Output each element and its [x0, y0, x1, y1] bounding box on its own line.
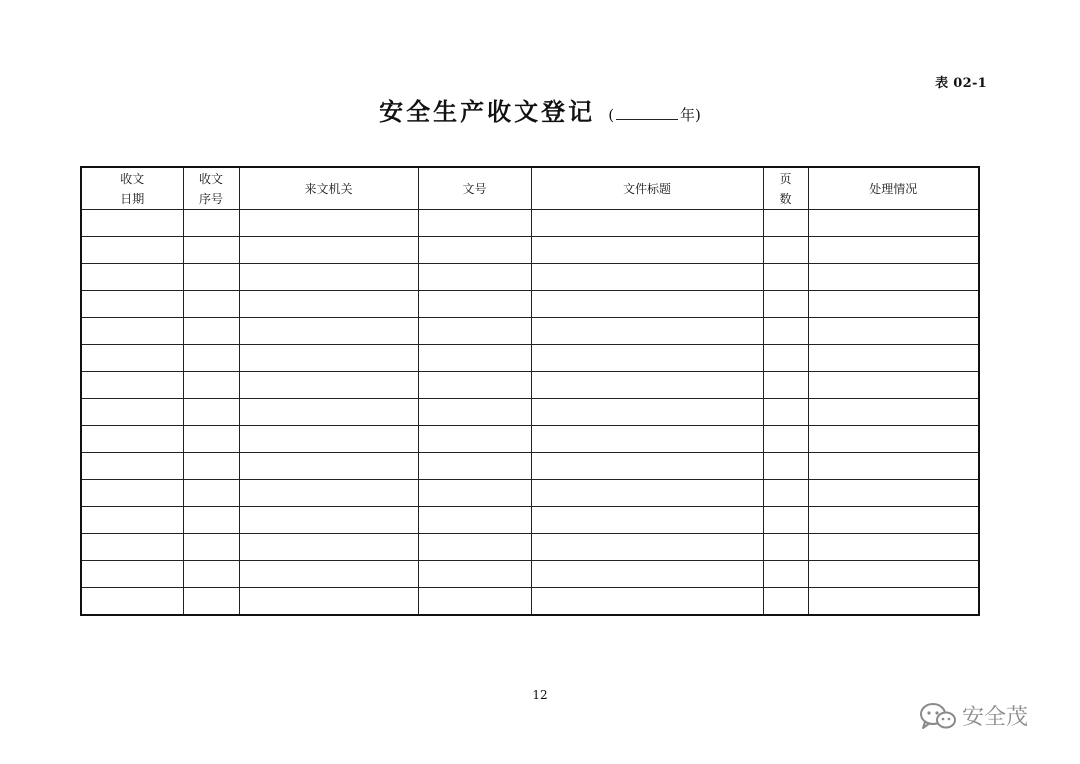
table-cell — [239, 291, 418, 318]
table-cell — [183, 264, 239, 291]
table-cell — [418, 318, 531, 345]
table-cell — [183, 588, 239, 616]
wechat-icon — [918, 701, 958, 731]
table-cell — [183, 210, 239, 237]
table-cell — [808, 426, 979, 453]
table-cell — [183, 480, 239, 507]
table-cell — [531, 426, 763, 453]
table-cell — [81, 507, 183, 534]
table-row — [81, 534, 979, 561]
table-cell — [418, 426, 531, 453]
table-cell — [531, 561, 763, 588]
table-cell — [531, 264, 763, 291]
table-row — [81, 345, 979, 372]
table-cell — [418, 237, 531, 264]
table-cell — [418, 372, 531, 399]
table-cell — [418, 210, 531, 237]
table-cell — [763, 534, 808, 561]
table-cell — [81, 534, 183, 561]
header-receive-date: 收文 日期 — [81, 167, 183, 210]
table-row — [81, 399, 979, 426]
table-cell — [808, 480, 979, 507]
table-cell — [81, 561, 183, 588]
table-cell — [763, 237, 808, 264]
year-suffix: 年) — [680, 106, 701, 124]
title-year — [608, 106, 701, 124]
table-cell — [183, 534, 239, 561]
table-cell — [531, 507, 763, 534]
table-cell — [531, 318, 763, 345]
header-row — [81, 167, 979, 210]
table-cell — [808, 372, 979, 399]
table-row — [81, 453, 979, 480]
table-cell — [531, 588, 763, 616]
header-receive-number: 收文 序号 — [183, 167, 239, 210]
table-cell — [183, 237, 239, 264]
table-cell — [239, 453, 418, 480]
table-cell — [808, 453, 979, 480]
form-code: 表 02-1 — [935, 76, 987, 91]
table-cell — [418, 561, 531, 588]
table-cell — [183, 291, 239, 318]
header-document-title: 文件标题 — [531, 167, 763, 210]
table-row — [81, 588, 979, 616]
table-cell — [183, 453, 239, 480]
year-blank-line — [616, 105, 678, 120]
header-document-number: 文号 — [418, 167, 531, 210]
table-cell — [418, 345, 531, 372]
table-cell — [418, 480, 531, 507]
table-row — [81, 507, 979, 534]
table-cell — [763, 588, 808, 616]
table-cell — [763, 426, 808, 453]
table-row — [81, 318, 979, 345]
table-cell — [239, 399, 418, 426]
table-cell — [808, 210, 979, 237]
table-cell — [183, 345, 239, 372]
table-cell — [183, 372, 239, 399]
table-cell — [239, 264, 418, 291]
table-cell — [183, 318, 239, 345]
table-cell — [239, 426, 418, 453]
table-cell — [531, 399, 763, 426]
table-cell — [531, 480, 763, 507]
table-cell — [239, 534, 418, 561]
table-row — [81, 426, 979, 453]
table-cell — [808, 345, 979, 372]
table-row — [81, 480, 979, 507]
table-cell — [81, 426, 183, 453]
table-cell — [808, 588, 979, 616]
table-cell — [81, 291, 183, 318]
table-cell — [531, 372, 763, 399]
table-cell — [81, 345, 183, 372]
table-cell — [239, 561, 418, 588]
table-cell — [808, 507, 979, 534]
table-cell — [418, 534, 531, 561]
table-cell — [418, 507, 531, 534]
table-cell — [239, 507, 418, 534]
table-cell — [531, 453, 763, 480]
title-main: 安全生产收文登记 — [379, 98, 596, 126]
table-cell — [763, 318, 808, 345]
table-cell — [808, 291, 979, 318]
table-cell — [183, 426, 239, 453]
table-row — [81, 237, 979, 264]
table-cell — [808, 534, 979, 561]
table-row — [81, 372, 979, 399]
table-cell — [81, 318, 183, 345]
table-cell — [239, 210, 418, 237]
table-cell — [81, 399, 183, 426]
table-cell — [531, 345, 763, 372]
table-cell — [239, 588, 418, 616]
table-cell — [763, 372, 808, 399]
table-cell — [183, 507, 239, 534]
table-cell — [763, 480, 808, 507]
table-row — [81, 264, 979, 291]
table-cell — [418, 453, 531, 480]
table-cell — [418, 291, 531, 318]
table-cell — [81, 372, 183, 399]
table-cell — [81, 237, 183, 264]
table-cell — [808, 264, 979, 291]
table-cell — [763, 264, 808, 291]
table-cell — [763, 291, 808, 318]
header-issuing-authority: 来文机关 — [239, 167, 418, 210]
watermark — [918, 700, 1028, 731]
register-table — [80, 166, 980, 616]
page-title — [0, 92, 1080, 127]
table-cell — [239, 237, 418, 264]
table-cell — [239, 345, 418, 372]
header-handling-status: 处理情况 — [808, 167, 979, 210]
table-cell — [239, 318, 418, 345]
table-cell — [183, 399, 239, 426]
year-prefix: ( — [608, 106, 615, 124]
table-cell — [808, 399, 979, 426]
page-number: 12 — [532, 688, 548, 702]
table-cell — [531, 534, 763, 561]
register-body — [81, 210, 979, 616]
table-cell — [531, 210, 763, 237]
table-row — [81, 210, 979, 237]
table-cell — [808, 237, 979, 264]
header-page-count: 页 数 — [763, 167, 808, 210]
watermark-text: 安全茂 — [962, 705, 1029, 730]
table-cell — [763, 345, 808, 372]
table-cell — [531, 291, 763, 318]
table-cell — [763, 399, 808, 426]
table-row — [81, 291, 979, 318]
table-cell — [81, 264, 183, 291]
table-cell — [81, 588, 183, 616]
table-cell — [81, 210, 183, 237]
table-cell — [418, 399, 531, 426]
table-row — [81, 561, 979, 588]
table-cell — [763, 210, 808, 237]
table-cell — [808, 318, 979, 345]
table-cell — [763, 453, 808, 480]
table-cell — [763, 561, 808, 588]
table-cell — [763, 507, 808, 534]
table-cell — [418, 264, 531, 291]
table-cell — [239, 372, 418, 399]
table-cell — [183, 561, 239, 588]
table-cell — [808, 561, 979, 588]
table-cell — [81, 453, 183, 480]
table-cell — [418, 588, 531, 616]
table-cell — [239, 480, 418, 507]
table-cell — [81, 480, 183, 507]
table-cell — [531, 237, 763, 264]
